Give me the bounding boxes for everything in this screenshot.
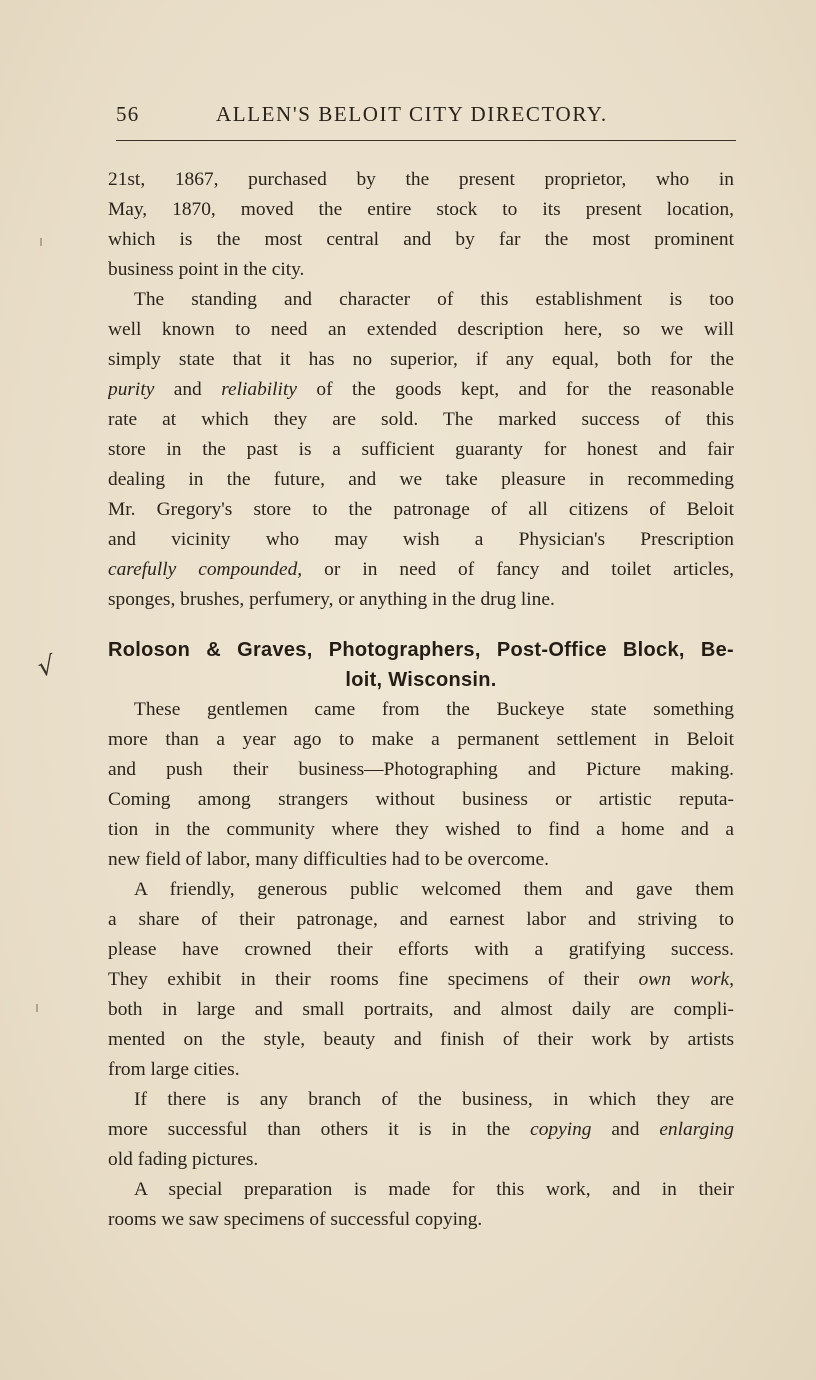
paragraph-line: sponges, brushes, perfumery, or anything in the drug line.	[108, 589, 555, 610]
paragraph-line: simply state that it has no superior, if any equal, both for the	[108, 349, 734, 370]
paragraph-line: A special preparation is made for this work, and in their	[134, 1179, 734, 1200]
paragraph-line	[108, 555, 734, 585]
paragraph-line: and push their business—Photographing and Picture making.	[108, 759, 734, 780]
paragraph-2	[108, 285, 734, 615]
text-run: and	[591, 1119, 660, 1140]
paragraph-line: rate at which they are sold. The marked success of this	[108, 409, 734, 430]
body-text	[108, 165, 734, 1235]
paragraph-line: old fading pictures.	[108, 1149, 259, 1170]
running-title: ALLEN'S BELOIT CITY DIRECTORY.	[216, 102, 608, 126]
paragraph-line: 21st, 1867, purchased by the present proprietor, who in	[108, 169, 734, 190]
paragraph-line: both in large and small portraits, and almost daily are compli-	[108, 999, 734, 1020]
paragraph-line	[108, 965, 734, 995]
paragraph-line: If there is any branch of the business, in which they are	[134, 1089, 734, 1110]
text-run: of the goods kept, and for the reasonable	[296, 379, 734, 400]
paragraph-line: more than a year ago to make a permanent settlement in Beloit	[108, 729, 734, 750]
header-rule	[116, 140, 736, 141]
section-heading	[108, 635, 734, 695]
paragraph-line: tion in the community where they wished to find a home and a	[108, 819, 734, 840]
paragraph-line: well known to need an extended description here, so we will	[108, 319, 734, 340]
emphasis-own-work: own work,	[638, 969, 734, 990]
page-header	[116, 102, 736, 132]
paragraph-line: dealing in the future, and we take pleasure in recommeding	[108, 469, 734, 490]
emphasis-enlarging: enlarging	[659, 1119, 734, 1140]
paragraph-line: which is the most central and by far the most prominent	[108, 229, 734, 250]
paragraph-line: store in the past is a sufficient guaranty for honest and fair	[108, 439, 734, 460]
paragraph-5	[108, 1085, 734, 1175]
paragraph-line: May, 1870, moved the entire stock to its present location,	[108, 199, 734, 220]
emphasis-carefully-compounded: carefully compounded,	[108, 559, 303, 580]
paragraph-line: rooms we saw specimens of successful copying.	[108, 1209, 483, 1230]
section-gap	[108, 615, 734, 635]
heading-line: Roloson & Graves, Photographers, Post-Office Block, Be-	[108, 639, 734, 661]
page-number: 56	[116, 102, 140, 126]
paragraph-line: please have crowned their efforts with a gratifying success.	[108, 939, 734, 960]
margin-spot	[40, 238, 42, 246]
paragraph-line: and vicinity who may wish a Physician's Prescription	[108, 529, 734, 550]
paragraph-line: mented on the style, beauty and finish of their work by artists	[108, 1029, 734, 1050]
paragraph-line: The standing and character of this establishment is too	[134, 289, 734, 310]
heading-line: loit, Wisconsin.	[345, 669, 497, 691]
margin-spot	[36, 1004, 38, 1012]
paragraph-line: business point in the city.	[108, 259, 305, 280]
paragraph-3	[108, 695, 734, 875]
text-run: and	[154, 379, 222, 400]
paragraph-line: These gentlemen came from the Buckeye state something	[134, 699, 734, 720]
paragraph-line	[108, 1115, 734, 1145]
text-run: They exhibit in their rooms fine specimens of their	[108, 969, 639, 990]
paragraph-line: Mr. Gregory's store to the patronage of all citizens of Beloit	[108, 499, 734, 520]
text-run: or in need of fancy and toilet articles,	[302, 559, 734, 580]
paragraph-line	[108, 375, 734, 405]
margin-check-mark: √	[35, 650, 58, 684]
paragraph-4	[108, 875, 734, 1085]
paragraph-6	[108, 1175, 734, 1235]
paragraph-line: new field of labor, many difficulties had to be overcome.	[108, 849, 549, 870]
paragraph-line: A friendly, generous public welcomed them and gave them	[134, 879, 734, 900]
emphasis-copying: copying	[530, 1119, 592, 1140]
paragraph-line: from large cities.	[108, 1059, 240, 1080]
text-run: more successful than others it is in the	[108, 1119, 531, 1140]
paragraph-line: a share of their patronage, and earnest labor and striving to	[108, 909, 734, 930]
paragraph-1	[108, 165, 734, 285]
emphasis-purity: purity	[108, 379, 155, 400]
paragraph-line: Coming among strangers without business or artistic reputa-	[108, 789, 734, 810]
emphasis-reliability: reliability	[221, 379, 297, 400]
